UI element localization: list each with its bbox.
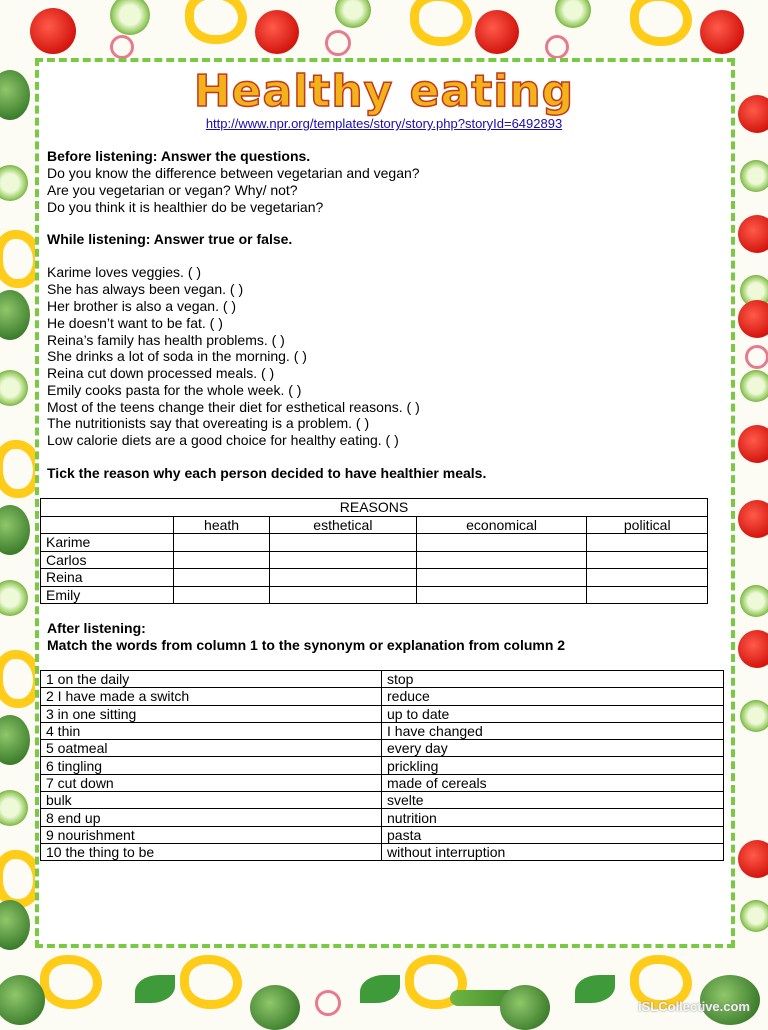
column2-cell: made of cereals xyxy=(382,774,724,791)
table-row xyxy=(41,569,708,587)
cucumber-icon xyxy=(555,0,591,28)
table-row xyxy=(41,586,708,604)
table-row xyxy=(41,705,724,722)
tomato-icon xyxy=(255,10,299,54)
person-name: Karime xyxy=(41,534,174,552)
tick-cell[interactable] xyxy=(270,534,416,552)
cucumber-icon xyxy=(740,160,768,192)
after-listening-heading: After listening: xyxy=(47,620,146,636)
table-row xyxy=(41,774,724,791)
table-row xyxy=(41,792,724,809)
column1-cell: 10 the thing to be xyxy=(41,843,382,860)
statement-item: Reina cut down processed meals. ( ) xyxy=(47,365,275,381)
broccoli-icon xyxy=(0,505,30,555)
table-title-row xyxy=(41,499,708,517)
tomato-icon xyxy=(738,215,768,253)
statement-item: Her brother is also a vegan. ( ) xyxy=(47,298,237,314)
table-row xyxy=(41,671,724,688)
column1-cell: 6 tingling xyxy=(41,757,382,774)
tick-cell[interactable] xyxy=(587,551,708,569)
tomato-icon xyxy=(475,10,519,54)
basil-leaf-icon xyxy=(135,975,175,1003)
column1-cell: 2 I have made a switch xyxy=(41,688,382,705)
cucumber-icon xyxy=(740,900,768,932)
table-row xyxy=(41,740,724,757)
pepper-icon xyxy=(180,955,242,1009)
statement-item: Karime loves veggies. ( ) xyxy=(47,264,202,280)
column2-cell: nutrition xyxy=(382,809,724,826)
table-row xyxy=(41,688,724,705)
column2-cell: every day xyxy=(382,740,724,757)
column2-cell: reduce xyxy=(382,688,724,705)
tomato-icon xyxy=(700,10,744,54)
statement-item: Reina’s family has health problems. ( ) xyxy=(47,332,285,348)
broccoli-icon xyxy=(500,985,550,1030)
statement-item: The nutritionists say that overeating is a problem. ( ) xyxy=(47,415,370,431)
empty-header-cell xyxy=(41,516,174,534)
table-row xyxy=(41,757,724,774)
table-row xyxy=(41,843,724,860)
cucumber-icon xyxy=(0,790,28,826)
column1-cell: 5 oatmeal xyxy=(41,740,382,757)
table-row xyxy=(41,826,724,843)
tomato-icon xyxy=(738,630,768,668)
column-header: heath xyxy=(174,516,270,534)
cucumber-icon xyxy=(0,370,28,406)
cucumber-icon xyxy=(740,370,768,402)
broccoli-icon xyxy=(250,985,300,1030)
reasons-table xyxy=(40,498,708,604)
cucumber-icon xyxy=(0,165,28,201)
radish-icon xyxy=(315,990,341,1016)
tick-cell[interactable] xyxy=(174,551,270,569)
broccoli-icon xyxy=(0,715,30,765)
table-header-row xyxy=(41,516,708,534)
match-table xyxy=(40,670,724,861)
watermark: iSLCollective.com xyxy=(638,999,750,1014)
tomato-icon xyxy=(738,500,768,538)
table-row xyxy=(41,722,724,739)
column1-cell: 7 cut down xyxy=(41,774,382,791)
statement-item: She drinks a lot of soda in the morning. ( ) xyxy=(47,348,307,364)
column1-cell: 8 end up xyxy=(41,809,382,826)
pepper-icon xyxy=(40,955,102,1009)
tick-cell[interactable] xyxy=(174,586,270,604)
tick-cell[interactable] xyxy=(270,569,416,587)
question-item: Do you think it is healthier do be vegetarian? xyxy=(47,199,324,215)
column2-cell: svelte xyxy=(382,792,724,809)
broccoli-icon xyxy=(0,975,45,1025)
column2-cell: I have changed xyxy=(382,722,724,739)
table-row xyxy=(41,551,708,569)
tomato-icon xyxy=(738,300,768,338)
match-instructions: Match the words from column 1 to the synonym or explanation from column 2 xyxy=(47,637,566,653)
pepper-icon xyxy=(185,0,247,44)
tomato-icon xyxy=(738,840,768,878)
tomato-icon xyxy=(30,8,76,54)
tick-cell[interactable] xyxy=(416,569,587,587)
statement-item: Low calorie diets are a good choice for healthy eating. ( ) xyxy=(47,432,399,448)
cucumber-icon xyxy=(110,0,150,35)
table-row xyxy=(41,534,708,552)
column2-cell: stop xyxy=(382,671,724,688)
tick-cell[interactable] xyxy=(587,586,708,604)
column2-cell: prickling xyxy=(382,757,724,774)
column-header: economical xyxy=(416,516,587,534)
tomato-icon xyxy=(738,425,768,463)
person-name: Carlos xyxy=(41,551,174,569)
person-name: Reina xyxy=(41,569,174,587)
basil-leaf-icon xyxy=(575,975,615,1003)
radish-icon xyxy=(325,30,351,56)
cucumber-icon xyxy=(740,585,768,617)
before-listening-heading: Before listening: Answer the questions. xyxy=(47,148,311,164)
column1-cell: bulk xyxy=(41,792,382,809)
tick-reason-heading: Tick the reason why each person decided to have healthier meals. xyxy=(47,465,487,481)
column1-cell: 3 in one sitting xyxy=(41,705,382,722)
column1-cell: 4 thin xyxy=(41,722,382,739)
radish-icon xyxy=(110,35,134,59)
cucumber-icon xyxy=(0,580,28,616)
tick-cell[interactable] xyxy=(416,586,587,604)
person-name: Emily xyxy=(41,586,174,604)
cucumber-icon xyxy=(740,700,768,732)
statement-item: She has always been vegan. ( ) xyxy=(47,281,244,297)
page-title: Healthy eating xyxy=(193,66,575,117)
tick-cell[interactable] xyxy=(587,569,708,587)
statement-item: Most of the teens change their diet for esthetical reasons. ( ) xyxy=(47,399,420,415)
radish-icon xyxy=(545,35,569,59)
column-header: esthetical xyxy=(270,516,416,534)
tick-cell[interactable] xyxy=(174,569,270,587)
tick-cell[interactable] xyxy=(174,534,270,552)
pepper-icon xyxy=(410,0,472,46)
tick-cell[interactable] xyxy=(416,534,587,552)
column2-cell: pasta xyxy=(382,826,724,843)
column1-cell: 9 nourishment xyxy=(41,826,382,843)
column2-cell: without interruption xyxy=(382,843,724,860)
tick-cell[interactable] xyxy=(416,551,587,569)
question-item: Do you know the difference between vegetarian and vegan? xyxy=(47,165,420,181)
column-header: political xyxy=(587,516,708,534)
while-listening-heading: While listening: Answer true or false. xyxy=(47,231,293,247)
table-title: REASONS xyxy=(41,499,708,517)
tick-cell[interactable] xyxy=(587,534,708,552)
column1-cell: 1 on the daily xyxy=(41,671,382,688)
tick-cell[interactable] xyxy=(270,586,416,604)
question-item: Are you vegetarian or vegan? Why/ not? xyxy=(47,182,298,198)
statement-item: Emily cooks pasta for the whole week. ( ) xyxy=(47,382,302,398)
source-link[interactable]: http://www.npr.org/templates/story/story.php?storyId=6492893 xyxy=(205,116,563,131)
broccoli-icon xyxy=(0,900,30,950)
basil-leaf-icon xyxy=(360,975,400,1003)
column2-cell: up to date xyxy=(382,705,724,722)
tick-cell[interactable] xyxy=(270,551,416,569)
table-row xyxy=(41,809,724,826)
statement-item: He doesn’t want to be fat. ( ) xyxy=(47,315,223,331)
cucumber-icon xyxy=(335,0,371,28)
pepper-icon xyxy=(630,0,692,46)
broccoli-icon xyxy=(0,290,30,340)
radish-icon xyxy=(745,345,768,369)
